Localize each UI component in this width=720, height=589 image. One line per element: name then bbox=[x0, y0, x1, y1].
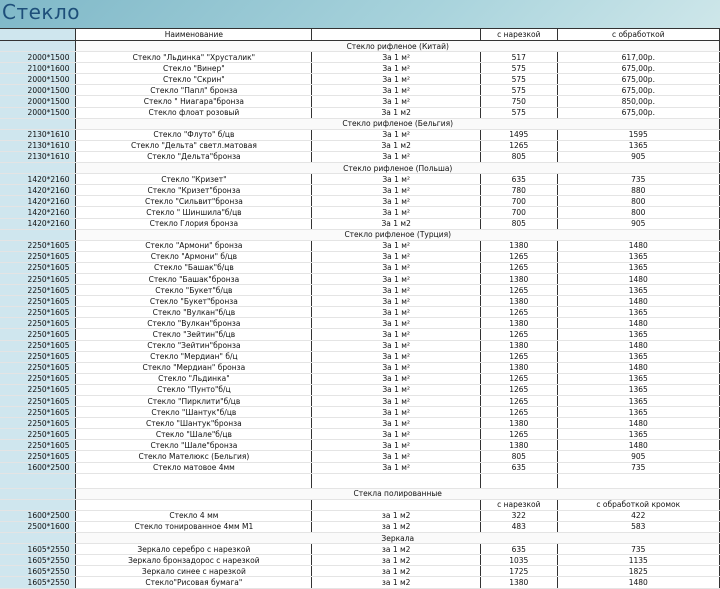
size-cell: 1605*2550 bbox=[0, 577, 76, 588]
price-processed-cell: 1480 bbox=[557, 440, 719, 451]
price-cut-cell: 1265 bbox=[481, 351, 558, 362]
name-cell: Стекло "Льдинка" bbox=[76, 373, 312, 384]
table-row bbox=[0, 351, 720, 362]
price-processed-cell: 675,00р. bbox=[557, 85, 719, 96]
size-cell: 2250*1605 bbox=[0, 251, 76, 262]
price-processed-cell: 880 bbox=[557, 185, 719, 196]
unit-cell: За 1 м² bbox=[312, 273, 481, 284]
name-cell: Стекло " Ниагара"бронза bbox=[76, 96, 312, 107]
unit-cell: За 1 м² bbox=[312, 251, 481, 262]
size-cell: 2250*1605 bbox=[0, 262, 76, 273]
price-cut-cell: 635 bbox=[481, 462, 558, 473]
name-cell: Стекло "Шантук"бронза bbox=[76, 418, 312, 429]
size-cell: 1605*2550 bbox=[0, 544, 76, 555]
price-cut-cell: 750 bbox=[481, 96, 558, 107]
unit-cell: За 1 м² bbox=[312, 340, 481, 351]
table-row bbox=[0, 285, 720, 296]
table-row bbox=[0, 307, 720, 318]
price-processed-cell: 905 bbox=[557, 218, 719, 229]
price-processed-cell: 1365 bbox=[557, 140, 719, 151]
name-cell: Стекло "Винер" bbox=[76, 63, 312, 74]
size-cell: 1420*2160 bbox=[0, 185, 76, 196]
name-cell: Стекло "Дельта" светл.матовая bbox=[76, 140, 312, 151]
name-cell: Стекло "Мердиан" бронза bbox=[76, 362, 312, 373]
name-cell: Стекло "Кризет"бронза bbox=[76, 185, 312, 196]
size-cell: 1600*2500 bbox=[0, 462, 76, 473]
price-processed-cell: 1365 bbox=[557, 407, 719, 418]
size-cell: 2000*1500 bbox=[0, 107, 76, 118]
price-cut-cell: 1380 bbox=[481, 240, 558, 251]
name-cell: Стекло "Пунто"б/ц bbox=[76, 384, 312, 395]
unit-cell: За 1 м² bbox=[312, 396, 481, 407]
spacer-row bbox=[0, 473, 720, 488]
price-cut-cell: 1265 bbox=[481, 384, 558, 395]
size-cell: 1605*2550 bbox=[0, 555, 76, 566]
polished-price-processed: с обработкой кромок bbox=[557, 499, 719, 510]
price-processed-cell: 1365 bbox=[557, 251, 719, 262]
unit-cell: За 1 м² bbox=[312, 85, 481, 96]
unit-cell: За 1 м² bbox=[312, 52, 481, 63]
unit-cell: За 1 м2 bbox=[312, 218, 481, 229]
name-cell: Стекло "Вулкан"б/цв bbox=[76, 307, 312, 318]
polished-subheader-row bbox=[0, 499, 720, 510]
table-row bbox=[0, 107, 720, 118]
spacer-cell bbox=[76, 473, 312, 488]
polished-price-cut: с нарезкой bbox=[481, 499, 558, 510]
table-row bbox=[0, 185, 720, 196]
table-row bbox=[0, 373, 720, 384]
unit-cell: За 1 м² bbox=[312, 407, 481, 418]
size-cell: 2000*1500 bbox=[0, 96, 76, 107]
table-row bbox=[0, 96, 720, 107]
table-row bbox=[0, 362, 720, 373]
price-cut-cell: 1495 bbox=[481, 129, 558, 140]
unit-cell: За 1 м² bbox=[312, 262, 481, 273]
unit-cell: За 1 м² bbox=[312, 384, 481, 395]
size-cell: 2250*1605 bbox=[0, 373, 76, 384]
unit-cell: За 1 м² bbox=[312, 151, 481, 162]
price-processed-cell: 1480 bbox=[557, 318, 719, 329]
price-cut-cell: 805 bbox=[481, 218, 558, 229]
price-processed-cell: 675,00р. bbox=[557, 74, 719, 85]
price-processed-cell: 675,00р. bbox=[557, 63, 719, 74]
price-table bbox=[0, 28, 720, 589]
unit-cell: за 1 м2 bbox=[312, 521, 481, 532]
table-row bbox=[0, 396, 720, 407]
size-cell: 2250*1605 bbox=[0, 407, 76, 418]
header-price-cut: с нарезкой bbox=[481, 29, 558, 41]
price-processed-cell: 1825 bbox=[557, 566, 719, 577]
name-cell: Стекло Мателюкс (Бельгия) bbox=[76, 451, 312, 462]
price-processed-cell: 1365 bbox=[557, 329, 719, 340]
size-cell: 1600*2500 bbox=[0, 510, 76, 521]
table-row bbox=[0, 418, 720, 429]
table-row bbox=[0, 510, 720, 521]
price-processed-cell: 1480 bbox=[557, 340, 719, 351]
size-cell: 2250*1605 bbox=[0, 285, 76, 296]
name-cell: Стекло "Кризет" bbox=[76, 174, 312, 185]
table-row bbox=[0, 273, 720, 284]
size-cell: 2250*1605 bbox=[0, 296, 76, 307]
price-processed-cell: 1480 bbox=[557, 273, 719, 284]
section-size-cell bbox=[0, 118, 76, 129]
table-row bbox=[0, 429, 720, 440]
price-processed-cell: 675,00р. bbox=[557, 107, 719, 118]
section-header-row bbox=[0, 163, 720, 174]
unit-cell: за 1 м2 bbox=[312, 510, 481, 521]
unit-cell: За 1 м² bbox=[312, 440, 481, 451]
section-header-row bbox=[0, 41, 720, 52]
table-row bbox=[0, 63, 720, 74]
table-row bbox=[0, 262, 720, 273]
unit-cell: За 1 м² bbox=[312, 318, 481, 329]
unit-cell: За 1 м² bbox=[312, 63, 481, 74]
price-processed-cell: 800 bbox=[557, 196, 719, 207]
price-processed-cell: 1365 bbox=[557, 262, 719, 273]
name-cell bbox=[76, 499, 312, 510]
price-processed-cell: 1595 bbox=[557, 129, 719, 140]
name-cell: Стекло тонированное 4мм М1 bbox=[76, 521, 312, 532]
unit-cell: За 1 м² bbox=[312, 451, 481, 462]
size-cell: 2250*1605 bbox=[0, 273, 76, 284]
price-processed-cell: 1365 bbox=[557, 373, 719, 384]
unit-cell: За 1 м² bbox=[312, 307, 481, 318]
spacer-cell bbox=[481, 473, 558, 488]
price-processed-cell: 850,00р. bbox=[557, 96, 719, 107]
price-cut-cell: 575 bbox=[481, 85, 558, 96]
price-cut-cell: 322 bbox=[481, 510, 558, 521]
size-cell: 2250*1605 bbox=[0, 340, 76, 351]
table-row bbox=[0, 240, 720, 251]
unit-cell: За 1 м² bbox=[312, 296, 481, 307]
table-row bbox=[0, 296, 720, 307]
price-processed-cell: 1480 bbox=[557, 296, 719, 307]
unit-cell: За 1 м² bbox=[312, 96, 481, 107]
price-processed-cell: 1365 bbox=[557, 285, 719, 296]
price-cut-cell: 1380 bbox=[481, 577, 558, 588]
name-cell: Стекло "Шантук"б/цв bbox=[76, 407, 312, 418]
price-table-body bbox=[0, 29, 720, 589]
name-cell: Стекло "Дельта"бронза bbox=[76, 151, 312, 162]
section-header-row bbox=[0, 229, 720, 240]
name-cell: Зеркало серебро с нарезкой bbox=[76, 544, 312, 555]
table-row bbox=[0, 85, 720, 96]
size-cell: 2250*1605 bbox=[0, 240, 76, 251]
price-processed-cell: 1365 bbox=[557, 307, 719, 318]
name-cell: Стекло Глория бронза bbox=[76, 218, 312, 229]
table-row bbox=[0, 577, 720, 588]
size-cell: 2000*1500 bbox=[0, 52, 76, 63]
table-row bbox=[0, 129, 720, 140]
price-processed-cell: 1480 bbox=[557, 577, 719, 588]
section-header-row bbox=[0, 118, 720, 129]
unit-cell: За 1 м² bbox=[312, 285, 481, 296]
name-cell: Зеркало синее с нарезкой bbox=[76, 566, 312, 577]
table-row bbox=[0, 251, 720, 262]
name-cell: Стекло "Флуто" б/цв bbox=[76, 129, 312, 140]
size-cell: 2250*1605 bbox=[0, 451, 76, 462]
name-cell: Стекло "Зейтин"бронза bbox=[76, 340, 312, 351]
price-cut-cell: 483 bbox=[481, 521, 558, 532]
price-cut-cell: 635 bbox=[481, 544, 558, 555]
size-cell: 2000*1500 bbox=[0, 74, 76, 85]
section-title: Стекла полированные bbox=[76, 488, 720, 499]
price-cut-cell: 1265 bbox=[481, 329, 558, 340]
section-title: Стекло рифленое (Китай) bbox=[76, 41, 720, 52]
price-cut-cell: 1265 bbox=[481, 373, 558, 384]
price-cut-cell: 780 bbox=[481, 185, 558, 196]
size-cell: 2250*1605 bbox=[0, 429, 76, 440]
price-processed-cell: 1365 bbox=[557, 384, 719, 395]
section-title: Стекло рифленое (Бельгия) bbox=[76, 118, 720, 129]
unit-cell: За 1 м² bbox=[312, 373, 481, 384]
price-processed-cell: 1365 bbox=[557, 396, 719, 407]
size-cell: 1420*2160 bbox=[0, 196, 76, 207]
table-row bbox=[0, 218, 720, 229]
size-cell: 2500*1600 bbox=[0, 521, 76, 532]
price-cut-cell: 1380 bbox=[481, 273, 558, 284]
name-cell: Стекло флоат розовый bbox=[76, 107, 312, 118]
size-cell: 2130*1610 bbox=[0, 140, 76, 151]
table-row bbox=[0, 329, 720, 340]
size-cell: 2250*1605 bbox=[0, 329, 76, 340]
page-title: Стекло bbox=[2, 0, 81, 24]
price-processed-cell: 583 bbox=[557, 521, 719, 532]
price-cut-cell: 575 bbox=[481, 63, 558, 74]
header-size-cell bbox=[0, 29, 76, 41]
section-title: Стекло рифленое (Турция) bbox=[76, 229, 720, 240]
name-cell: Стекло "Башак"б/цв bbox=[76, 262, 312, 273]
price-cut-cell: 1265 bbox=[481, 140, 558, 151]
section-size-cell bbox=[0, 229, 76, 240]
unit-cell: За 1 м2 bbox=[312, 107, 481, 118]
unit-cell: За 1 м² bbox=[312, 207, 481, 218]
section-title: Стекло рифленое (Польша) bbox=[76, 163, 720, 174]
size-cell: 2000*1500 bbox=[0, 85, 76, 96]
price-cut-cell: 1380 bbox=[481, 440, 558, 451]
size-cell: 2130*1610 bbox=[0, 129, 76, 140]
price-cut-cell: 1265 bbox=[481, 262, 558, 273]
table-row bbox=[0, 52, 720, 63]
size-cell: 1605*2550 bbox=[0, 566, 76, 577]
name-cell: Стекло "Башак"бронза bbox=[76, 273, 312, 284]
name-cell: Стекло матовое 4мм bbox=[76, 462, 312, 473]
unit-cell: за 1 м2 bbox=[312, 577, 481, 588]
size-cell: 1420*2160 bbox=[0, 207, 76, 218]
name-cell: Стекло "Шале"бронза bbox=[76, 440, 312, 451]
header-price-processed: с обработкой bbox=[557, 29, 719, 41]
polished-section-row bbox=[0, 488, 720, 499]
name-cell: Стекло "Зейтин"б/цв bbox=[76, 329, 312, 340]
table-row bbox=[0, 384, 720, 395]
name-cell: Стекло "Букет"б/цв bbox=[76, 285, 312, 296]
table-header-row bbox=[0, 29, 720, 41]
price-cut-cell: 1265 bbox=[481, 396, 558, 407]
price-processed-cell: 1365 bbox=[557, 351, 719, 362]
price-cut-cell: 575 bbox=[481, 74, 558, 85]
header-name: Наименование bbox=[76, 29, 312, 41]
price-cut-cell: 1380 bbox=[481, 340, 558, 351]
price-cut-cell: 635 bbox=[481, 174, 558, 185]
price-cut-cell: 1265 bbox=[481, 407, 558, 418]
unit-cell: За 1 м² bbox=[312, 74, 481, 85]
table-row bbox=[0, 451, 720, 462]
price-processed-cell: 905 bbox=[557, 451, 719, 462]
price-cut-cell: 1380 bbox=[481, 318, 558, 329]
name-cell: Стекло "Армони" б/цв bbox=[76, 251, 312, 262]
table-row bbox=[0, 440, 720, 451]
price-processed-cell: 800 bbox=[557, 207, 719, 218]
name-cell: Стекло 4 мм bbox=[76, 510, 312, 521]
section-size-cell bbox=[0, 533, 76, 544]
price-processed-cell: 617,00р. bbox=[557, 52, 719, 63]
name-cell: Стекло "Скрин" bbox=[76, 74, 312, 85]
price-processed-cell: 1480 bbox=[557, 240, 719, 251]
price-processed-cell: 1480 bbox=[557, 362, 719, 373]
name-cell: Стекло "Букет"бронза bbox=[76, 296, 312, 307]
name-cell: Стекло "Сильвит"бронза bbox=[76, 196, 312, 207]
unit-cell: За 1 м² bbox=[312, 196, 481, 207]
size-cell: 1420*2160 bbox=[0, 174, 76, 185]
table-row bbox=[0, 555, 720, 566]
section-size-cell bbox=[0, 41, 76, 52]
mirrors-section-row bbox=[0, 533, 720, 544]
unit-cell: За 1 м² bbox=[312, 329, 481, 340]
name-cell: Стекло "Вулкан"бронза bbox=[76, 318, 312, 329]
header-unit-cell bbox=[312, 29, 481, 41]
size-cell: 2130*1610 bbox=[0, 151, 76, 162]
price-cut-cell: 1380 bbox=[481, 362, 558, 373]
price-processed-cell: 422 bbox=[557, 510, 719, 521]
price-cut-cell: 700 bbox=[481, 207, 558, 218]
unit-cell: за 1 м2 bbox=[312, 544, 481, 555]
price-cut-cell: 1035 bbox=[481, 555, 558, 566]
name-cell: Стекло "Армони" бронза bbox=[76, 240, 312, 251]
price-cut-cell: 1725 bbox=[481, 566, 558, 577]
size-cell: 2250*1605 bbox=[0, 362, 76, 373]
price-cut-cell: 1265 bbox=[481, 307, 558, 318]
size-cell: 1420*2160 bbox=[0, 218, 76, 229]
name-cell: Стекло "Папл" бронза bbox=[76, 85, 312, 96]
price-processed-cell: 1135 bbox=[557, 555, 719, 566]
price-processed-cell: 1365 bbox=[557, 429, 719, 440]
name-cell: Стекло "Пирклити"б/цв bbox=[76, 396, 312, 407]
price-cut-cell: 1265 bbox=[481, 251, 558, 262]
unit-cell: за 1 м2 bbox=[312, 555, 481, 566]
unit-cell: За 1 м² bbox=[312, 418, 481, 429]
price-cut-cell: 805 bbox=[481, 151, 558, 162]
table-row bbox=[0, 544, 720, 555]
table-row bbox=[0, 140, 720, 151]
unit-cell: За 1 м² bbox=[312, 185, 481, 196]
price-cut-cell: 700 bbox=[481, 196, 558, 207]
section-size-cell bbox=[0, 163, 76, 174]
unit-cell: За 1 м² bbox=[312, 429, 481, 440]
unit-cell: за 1 м2 bbox=[312, 566, 481, 577]
unit-cell: За 1 м² bbox=[312, 351, 481, 362]
size-cell bbox=[0, 499, 76, 510]
name-cell: Зеркало бронзадорос с нарезкой bbox=[76, 555, 312, 566]
table-row bbox=[0, 151, 720, 162]
price-cut-cell: 1380 bbox=[481, 418, 558, 429]
section-size-cell bbox=[0, 488, 76, 499]
size-cell: 2250*1605 bbox=[0, 318, 76, 329]
section-title: Зеркала bbox=[76, 533, 720, 544]
price-processed-cell: 735 bbox=[557, 544, 719, 555]
table-row bbox=[0, 521, 720, 532]
unit-cell: За 1 м2 bbox=[312, 140, 481, 151]
unit-cell: За 1 м² bbox=[312, 362, 481, 373]
unit-cell: За 1 м² bbox=[312, 462, 481, 473]
table-row bbox=[0, 462, 720, 473]
unit-cell: За 1 м² bbox=[312, 240, 481, 251]
table-row bbox=[0, 207, 720, 218]
size-cell: 2250*1605 bbox=[0, 351, 76, 362]
name-cell: Стекло "Мердиан" б/ц bbox=[76, 351, 312, 362]
table-row bbox=[0, 340, 720, 351]
size-cell: 2250*1605 bbox=[0, 396, 76, 407]
price-cut-cell: 575 bbox=[481, 107, 558, 118]
size-cell: 2100*1600 bbox=[0, 63, 76, 74]
table-row bbox=[0, 74, 720, 85]
table-row bbox=[0, 318, 720, 329]
unit-cell bbox=[312, 499, 481, 510]
price-processed-cell: 735 bbox=[557, 174, 719, 185]
price-cut-cell: 1265 bbox=[481, 285, 558, 296]
table-row bbox=[0, 407, 720, 418]
spacer-cell bbox=[312, 473, 481, 488]
price-processed-cell: 905 bbox=[557, 151, 719, 162]
name-cell: Стекло "Льдинка" "Хрусталик" bbox=[76, 52, 312, 63]
unit-cell: За 1 м² bbox=[312, 174, 481, 185]
price-cut-cell: 805 bbox=[481, 451, 558, 462]
price-cut-cell: 517 bbox=[481, 52, 558, 63]
price-processed-cell: 1480 bbox=[557, 418, 719, 429]
unit-cell: За 1 м² bbox=[312, 129, 481, 140]
price-cut-cell: 1380 bbox=[481, 296, 558, 307]
spacer-cell bbox=[557, 473, 719, 488]
table-row bbox=[0, 196, 720, 207]
spacer-cell bbox=[0, 473, 76, 488]
size-cell: 2250*1605 bbox=[0, 307, 76, 318]
name-cell: Стекло"Рисовая бумага" bbox=[76, 577, 312, 588]
table-row bbox=[0, 566, 720, 577]
price-processed-cell: 735 bbox=[557, 462, 719, 473]
size-cell: 2250*1605 bbox=[0, 440, 76, 451]
price-cut-cell: 1265 bbox=[481, 429, 558, 440]
size-cell: 2250*1605 bbox=[0, 384, 76, 395]
table-row bbox=[0, 174, 720, 185]
name-cell: Стекло "Шале"б/цв bbox=[76, 429, 312, 440]
name-cell: Стекло " Шиншила"б/цв bbox=[76, 207, 312, 218]
size-cell: 2250*1605 bbox=[0, 418, 76, 429]
